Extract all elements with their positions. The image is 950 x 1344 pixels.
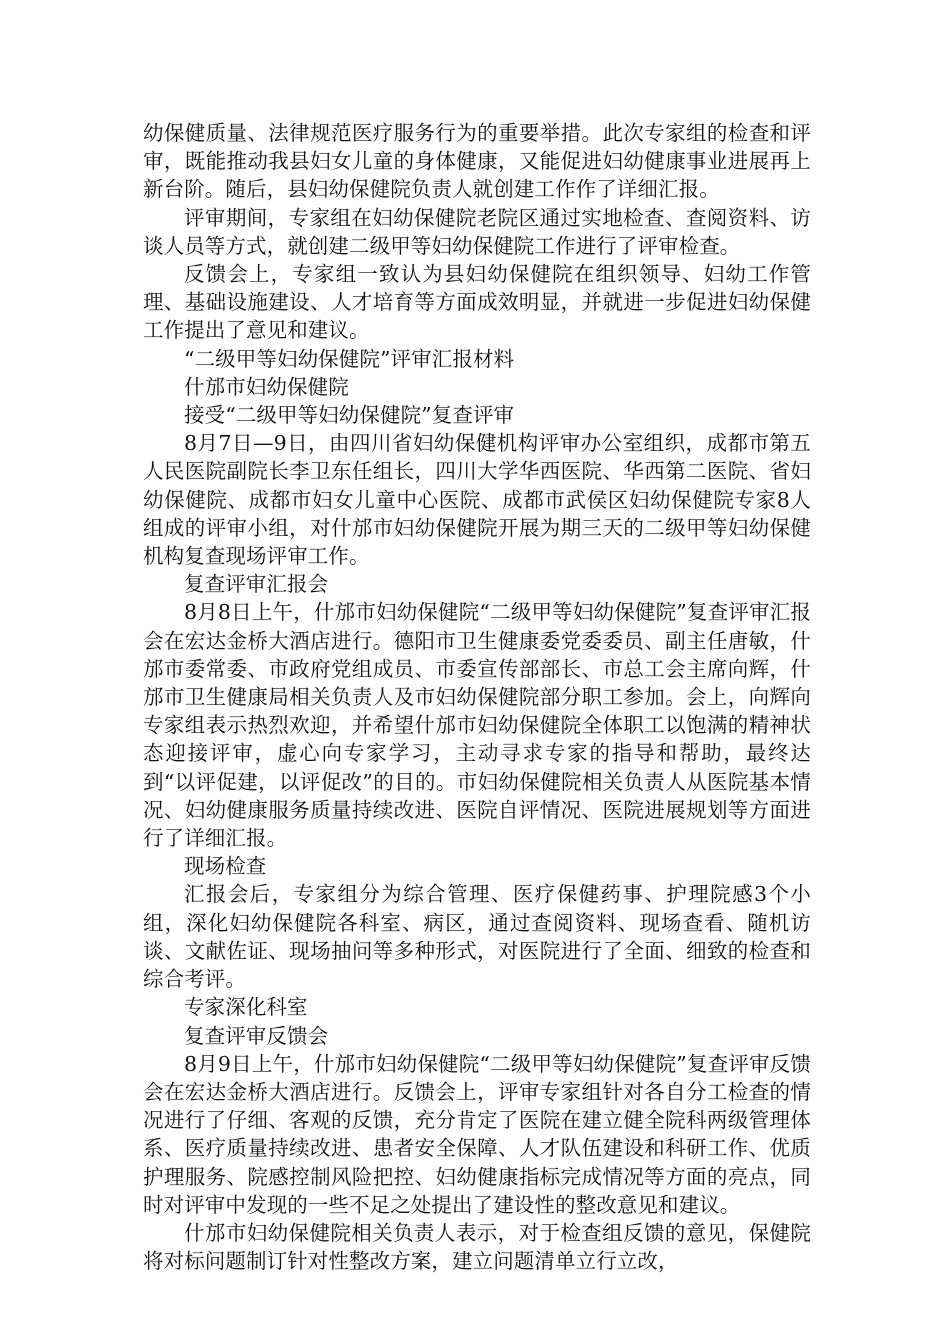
- paragraph: 8月9日上午，什邡市妇幼保健院“二级甲等妇幼保健院”复查评审反馈会在宏达金桥大酒店进行。反馈会上，评审专家组针对各自分工检查的情况进行了仔细、客观的反馈，充分肯定了医院在建立健全院科两级管理体系、医疗质量持续改进、患者安全保障、人才队伍建设和科研工作、优质护理服务、院感控制风险把控、妇幼健康指标完成情况等方面的亮点，同时对评审中发现的一些不足之处提出了建设性的整改意见和建议。: [143, 1051, 811, 1217]
- paragraph: 8月8日上午，什邡市妇幼保健院“二级甲等妇幼保健院”复查评审汇报会在宏达金桥大酒店进行。德阳市卫生健康委党委委员、副主任唐敏，什邡市委常委、市政府党组成员、市委宣传部部长、市总工会主席向辉，什邡市卫生健康局相关负责人及市妇幼保健院部分职工参加。会上，向辉向专家组表示热烈欢迎，并希望什邡市妇幼保健院全体职工以饱满的精神状态迎接评审，虚心向专家学习，主动寻求专家的指导和帮助，最终达到“以评促建，以评促改”的目的。市妇幼保健院相关负责人从医院基本情况、妇幼健康服务质量持续改进、医院自评情况、医院进展规划等方面进行了详细汇报。: [143, 600, 811, 851]
- section-heading: 复查评审汇报会: [184, 572, 329, 597]
- paragraph: 反馈会上，专家组一致认为县妇幼保健院在组织领导、妇幼工作管理、基础设施建设、人才培育等方面成效明显，并就进一步促进妇幼保健工作提出了意见和建议。: [143, 262, 811, 343]
- paragraph: 幼保健质量、法律规范医疗服务行为的重要举措。此次专家组的检查和评审，既能推动我县妇女儿童的身体健康，又能促进妇幼健康事业进展再上新台阶。随后，县妇幼保健院负责人就创建工作作了详细汇报。: [143, 121, 811, 202]
- paragraph: 8月7日—9日，由四川省妇幼保健机构评审办公室组织，成都市第五人民医院副院长李卫东任组长，四川大学华西医院、华西第二医院、省妇幼保健院、成都市妇女儿童中心医院、成都市武侯区妇幼保健院专家8人组成的评审小组，对什邡市妇幼保健院开展为期三天的二级甲等妇幼保健机构复查现场评审工作。: [143, 431, 811, 569]
- section-heading: 专家深化科室: [184, 995, 308, 1020]
- paragraph: 评审期间，专家组在妇幼保健院老院区通过实地检查、查阅资料、访谈人员等方式，就创建二级甲等妇幼保健院工作进行了评审检查。: [143, 205, 811, 258]
- document-body: [143, 119, 811, 1275]
- section-heading: 什邡市妇幼保健院: [184, 374, 349, 399]
- section-heading: “二级甲等妇幼保健院”评审汇报材料: [184, 346, 515, 371]
- section-heading: 复查评审反馈会: [184, 1023, 329, 1048]
- section-heading: 接受“二级甲等妇幼保健院”复查评审: [184, 403, 515, 428]
- paragraph: 汇报会后，专家组分为综合管理、医疗保健药事、护理院感3个小组，深化妇幼保健院各科室、病区，通过查阅资料、现场查看、随机访谈、文献佐证、现场抽问等多种形式，对医院进行了全面、细致的检查和综合考评。: [143, 882, 811, 992]
- section-heading: 现场检查: [184, 854, 267, 879]
- paragraph: 什邡市妇幼保健院相关负责人表示，对于检查组反馈的意见，保健院将对标问题制订针对性整改方案，建立问题清单立行立改，: [143, 1220, 811, 1274]
